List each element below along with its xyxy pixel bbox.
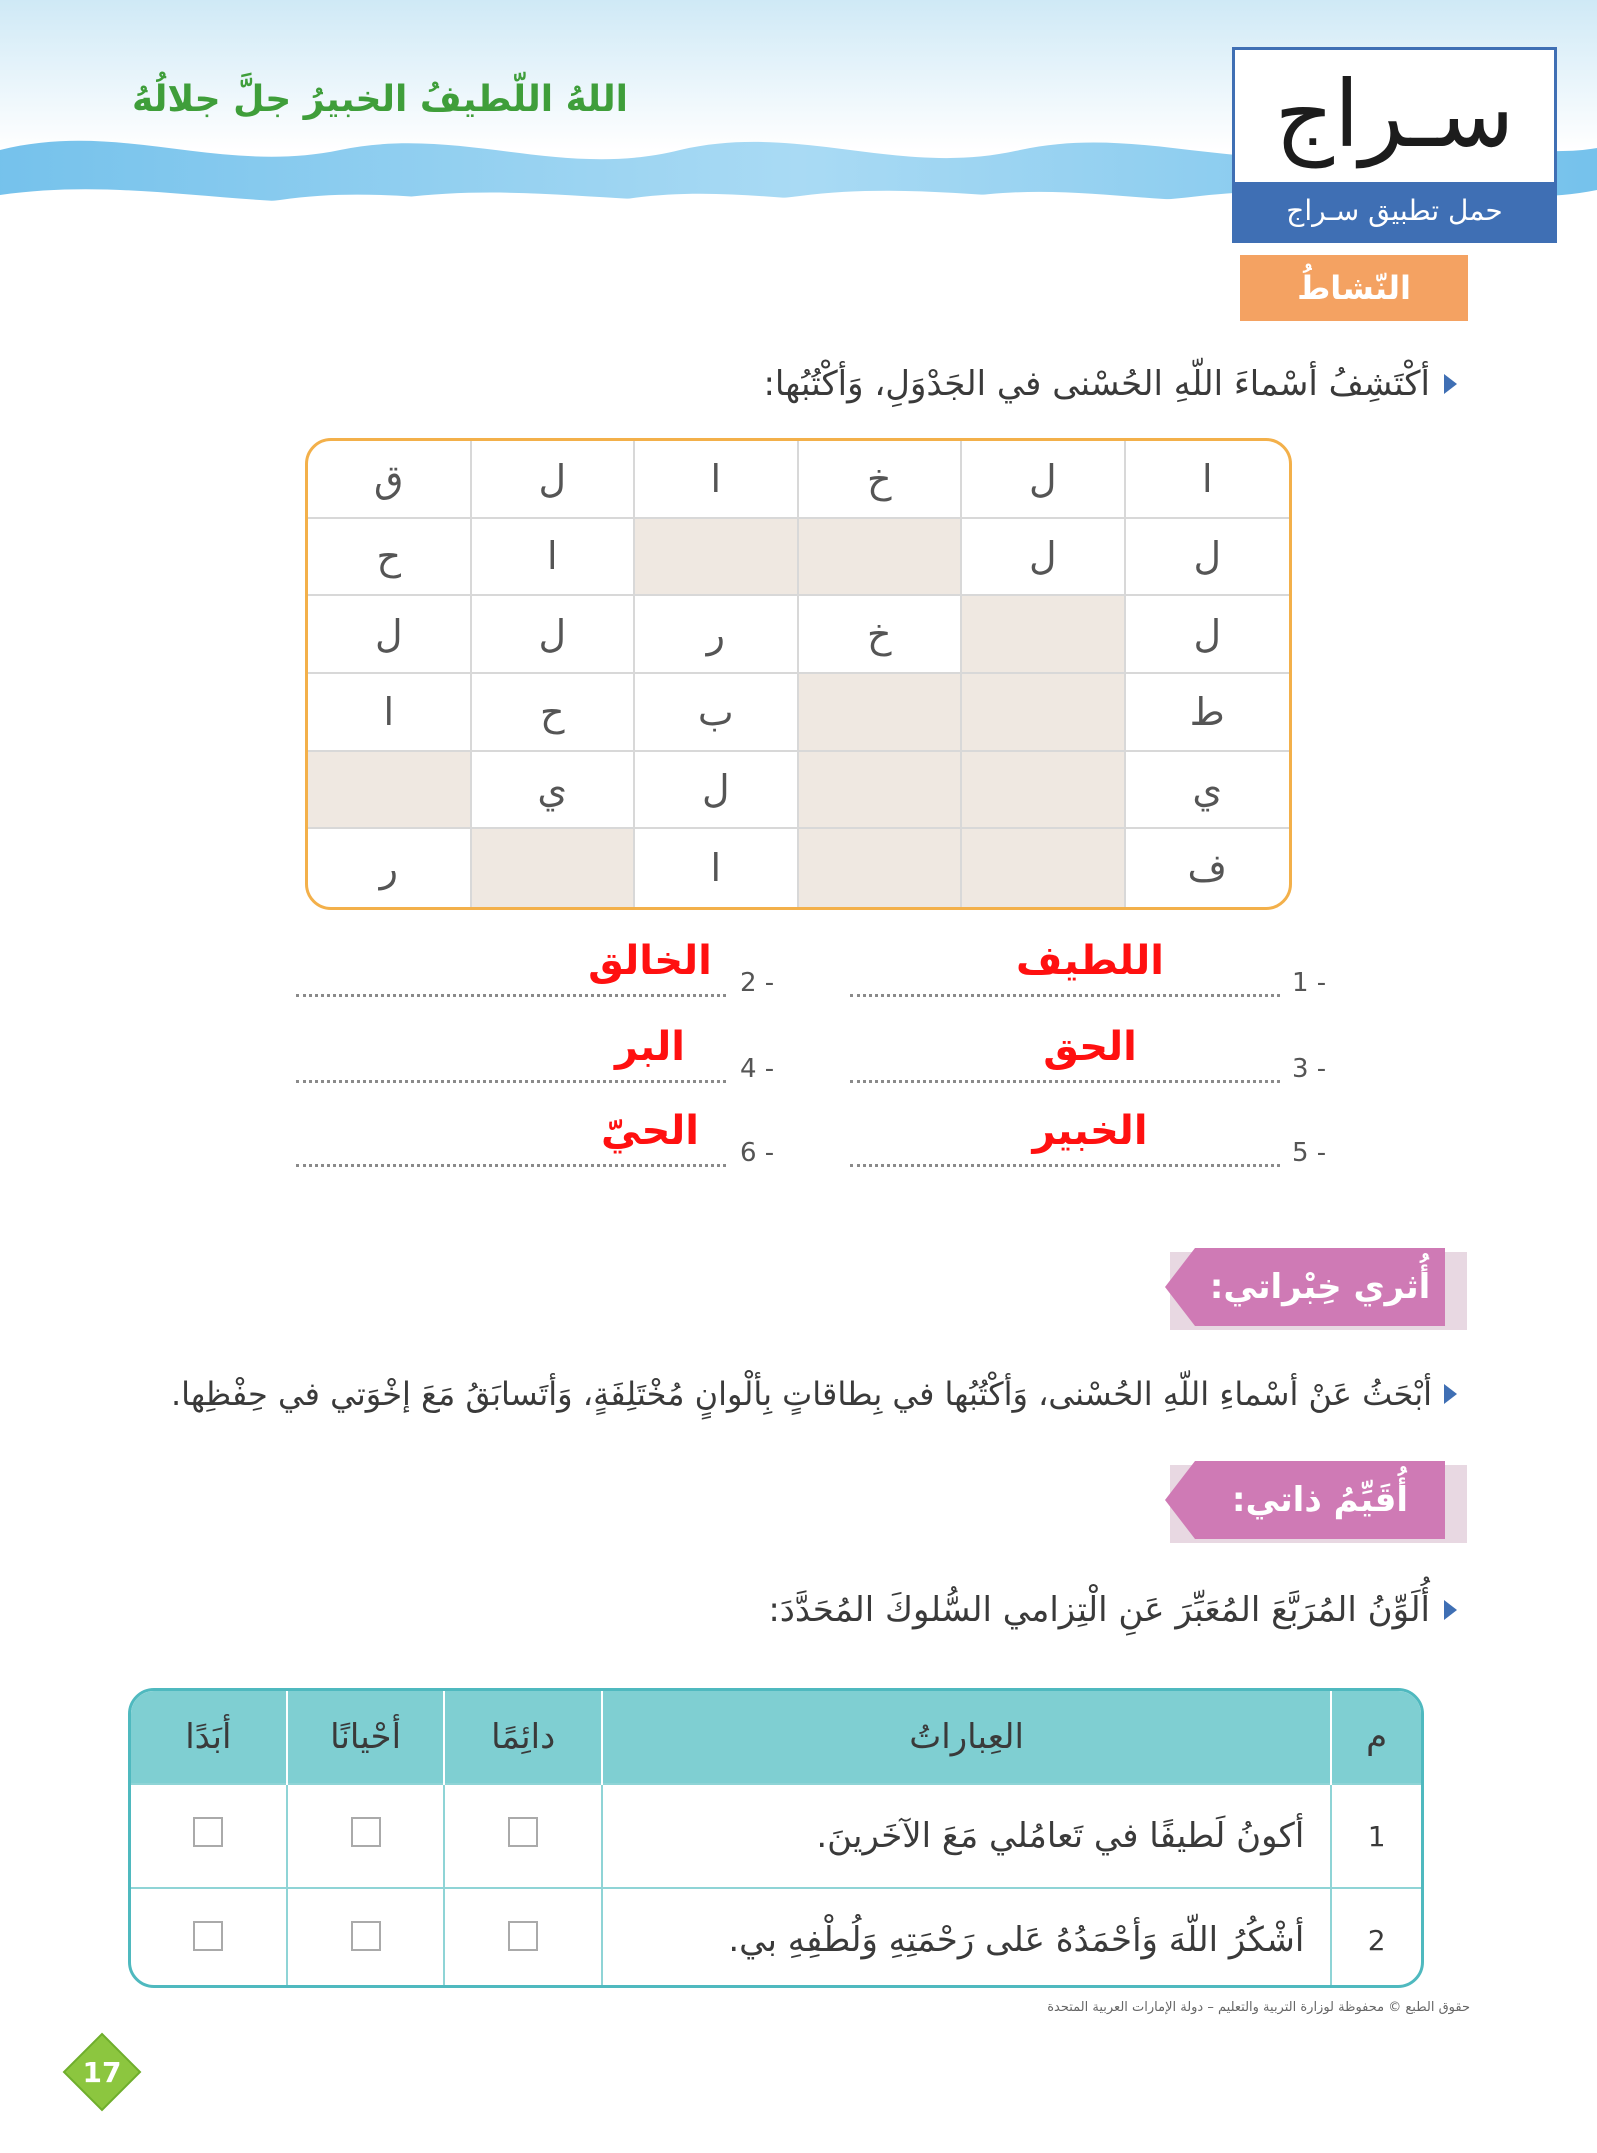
- table-row: [131, 1888, 1421, 1988]
- activity-instruction: أكْتَشِفُ أسْماءَ اللّهِ الحُسْنى في الجَدْوَلِ، وَأكْتُبُها:: [763, 364, 1430, 404]
- grid-cell: ل: [962, 441, 1126, 519]
- grid-cell: ل: [472, 596, 636, 674]
- always-checkbox[interactable]: [508, 1817, 538, 1847]
- answer-number: 5 -: [1292, 1138, 1327, 1168]
- grid-cell: ل: [962, 519, 1126, 597]
- grid-cell: [799, 829, 963, 907]
- table-row: [131, 1784, 1421, 1888]
- activity-badge: النّشاطُ الثّالِثُ:: [1240, 255, 1468, 321]
- grid-cell: ا: [635, 829, 799, 907]
- answer-number: 3 -: [1292, 1054, 1327, 1084]
- logo-subtitle: حمل تطبيق سـراج: [1235, 182, 1554, 240]
- grid-cell: ا: [635, 441, 799, 519]
- grid-cell: [799, 752, 963, 830]
- bullet-icon: [1444, 374, 1457, 394]
- answer-word: اللطيف: [1016, 938, 1164, 984]
- siraj-logo: [1232, 47, 1557, 243]
- grid-cell: [962, 752, 1126, 830]
- grid-cell: ي: [1126, 752, 1290, 830]
- sometimes-checkbox[interactable]: [351, 1921, 381, 1951]
- always-checkbox[interactable]: [508, 1921, 538, 1951]
- grid-cell: ف: [1187, 846, 1227, 891]
- never-checkbox[interactable]: [193, 1817, 223, 1847]
- grid-cell: [472, 829, 636, 907]
- row-num: 1: [1331, 1784, 1421, 1888]
- answer-line[interactable]: [296, 1164, 726, 1167]
- grid-cell: ل: [1126, 596, 1290, 674]
- header-sometimes: أحْيانًا: [287, 1691, 445, 1784]
- answer-word: الحيّ: [600, 1108, 700, 1154]
- grid-cell: [308, 752, 472, 830]
- grid-cell: ق: [308, 441, 472, 519]
- grid-cell: ل: [308, 596, 472, 674]
- grid-cell: ا: [472, 519, 636, 597]
- row-statement: أشْكُرُ اللّهَ وَأحْمَدُهُ عَلى رَحْمَتِهِ وَلُطْفِهِ بي.: [602, 1888, 1331, 1988]
- answer-word: الحق: [1043, 1024, 1137, 1070]
- grid-cell: ر: [635, 596, 799, 674]
- grid-cell: خ: [799, 441, 963, 519]
- header-always: دائِمًا: [444, 1691, 601, 1784]
- page-number: 17: [82, 2056, 122, 2089]
- grid-cell: ل: [635, 752, 799, 830]
- answer-word: البر: [615, 1024, 685, 1070]
- grid-cell: ب: [635, 674, 799, 752]
- answer-line[interactable]: [296, 994, 726, 997]
- sometimes-checkbox[interactable]: [351, 1817, 381, 1847]
- row-num: 2: [1331, 1888, 1421, 1988]
- grid-cell: ل: [1126, 519, 1290, 597]
- answer-number: 4 -: [740, 1054, 775, 1084]
- answer-number: 1 -: [1292, 968, 1327, 998]
- enrich-instruction: أبْحَثُ عَنْ أسْماءِ اللّهِ الحُسْنى، وَأكْتُبُها في بِطاقاتٍ بِألْوانٍ مُخْتَلِفَةٍ، وَأتَسابَقُ مَعَ إخْوَتي في حِفْظِها.: [170, 1375, 1432, 1413]
- grid-cell: ل: [472, 441, 636, 519]
- logo-text: سـراج: [1274, 61, 1515, 168]
- answer-line[interactable]: [850, 994, 1280, 997]
- grid-cell: [799, 674, 963, 752]
- answer-number: 2 -: [740, 968, 775, 998]
- grid-cell: ح: [472, 674, 636, 752]
- answer-line[interactable]: [296, 1080, 726, 1083]
- assess-instruction: أُلَوِّنُ المُرَبَّعَ المُعَبِّرَ عَنِ الْتِزامي السُّلوكَ المُحَدَّدَ:: [768, 1590, 1430, 1630]
- header-num: م: [1331, 1691, 1421, 1784]
- grid-cell: [962, 829, 1126, 907]
- grid-cell: ي: [472, 752, 636, 830]
- bullet-icon: [1444, 1384, 1457, 1404]
- page-title: اللهُ اللّطيفُ الخبيرُ جلَّ جلالُهُ: [131, 79, 628, 120]
- answer-number: 6 -: [740, 1138, 775, 1168]
- grid-cell: [635, 519, 799, 597]
- grid-cell: ا: [308, 674, 472, 752]
- grid-cell: [962, 674, 1126, 752]
- grid-cell: خ: [799, 596, 963, 674]
- answer-word: الخالق: [588, 938, 712, 984]
- grid-cell: ط: [1126, 674, 1290, 752]
- bullet-icon: [1444, 1600, 1457, 1620]
- answer-line[interactable]: [850, 1080, 1280, 1083]
- page-number-badge: [62, 2032, 142, 2112]
- grid-cell: ا: [1126, 441, 1290, 519]
- enrich-badge: أُثري خِبْراتي:: [1195, 1248, 1445, 1326]
- self-assessment-table: [128, 1688, 1424, 1988]
- answer-word: الخبير: [1032, 1108, 1148, 1154]
- grid-cell: [799, 519, 963, 597]
- header-statements: العِباراتُ: [602, 1691, 1331, 1784]
- letter-grid: [305, 438, 1292, 910]
- grid-cell: [962, 596, 1126, 674]
- copyright-note: حقوق الطبع © محفوظة لوزارة التربية والتعليم – دولة الإمارات العربية المتحدة: [1047, 2000, 1470, 2015]
- assess-badge: أُقَيِّمُ ذاتي:: [1195, 1461, 1445, 1539]
- answer-line[interactable]: [850, 1164, 1280, 1167]
- grid-cell: ح: [308, 519, 472, 597]
- never-checkbox[interactable]: [193, 1921, 223, 1951]
- row-statement: أكونُ لَطيفًا في تَعامُلي مَعَ الآخَرينَ.: [602, 1784, 1331, 1888]
- header-never: أبَدًا: [131, 1691, 287, 1784]
- grid-cell: ر: [308, 829, 472, 907]
